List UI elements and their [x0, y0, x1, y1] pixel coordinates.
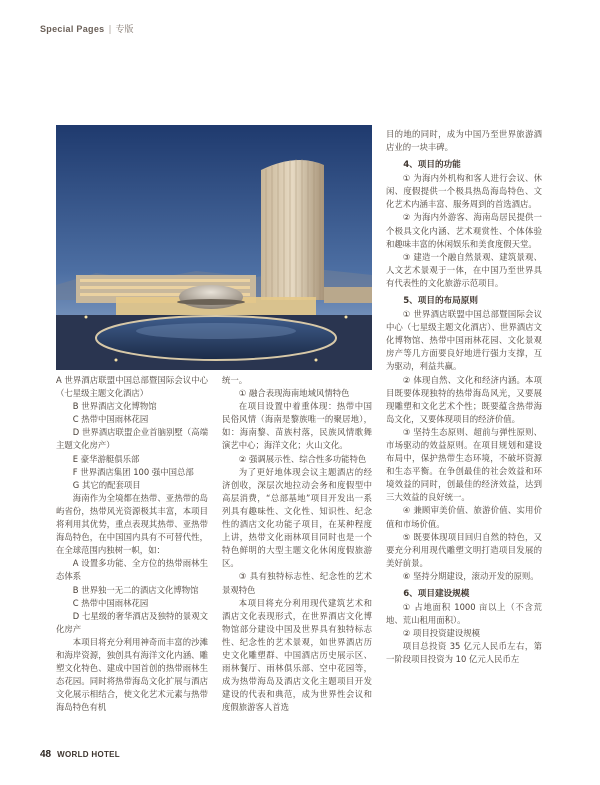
paragraph: 本项目将充分利用现代建筑艺术和酒店文化表现形式，在世界酒店文化博物馆部分建设中国及世界具有独特标志性、纪念性的艺术景观，如世界酒店历史文化雕塑群、中国酒店历史展示区、雨林餐厅、雨林俱乐部、空中花园等，成为热带海岛及酒店文化主题项目开发建设的代表和典范，成为世界性会议和度假旅游客人首选	[222, 597, 372, 713]
section-heading: 6、项目建设规模	[403, 589, 470, 599]
hotel-photo	[56, 125, 372, 370]
paragraph: G 其它的配套项目	[72, 479, 141, 490]
paragraph: 海南作为全境都在热带、亚热带的岛屿省份，热带风光资源极其丰富，本项目将利用其优势，重点表现其热带、亚热带海岛特色，在中国国内具有不可替代性，在全球范围内独树一帜，如：	[56, 492, 208, 556]
text-column-2	[222, 374, 372, 714]
paragraph: ② 为海内外游客、海南岛居民提供一个极具文化内涵、艺术观赏性、个体体验和趣味丰富的休闲娱乐和美食度假天堂。	[386, 212, 542, 249]
paragraph: 项目总投资 35 亿元人民币左右，第一阶段项目投资为 10 亿元人民币左	[386, 641, 542, 665]
paragraph: 为了更好地体现会议主题酒店的经济创收，深层次地拉动会务和度假型中高层消费，“总部基地”项目开发出一系列具有趣味性、文化性、知识性、纪念性的酒店文化功能子项目，在某种程度上讲，热带文化雨林项目同时也是一个特色鲜明的大型主题文化休闲度假旅游区。	[222, 466, 372, 569]
paragraph: 在项目设置中着重体现：热带中国民俗风情（海南是黎族唯一的聚居地），如：海南黎、苗族村落，民族风情歌舞演艺中心；海洋文化；火山文化。	[222, 401, 372, 451]
paragraph: C 热带中国雨林花园	[72, 597, 149, 608]
magazine-name: WORLD HOTEL	[57, 750, 120, 759]
paragraph: E 豪华游艇俱乐部	[72, 453, 140, 464]
paragraph: ③ 坚持生态原则、超前与弹性原则、市场驱动的效益原则。在项目规划和建设布局中，保护热带生态环境，不破坏资源和生态平衡。在争创最佳的社会效益和环境效益的同时，创最佳的经济效益，达到三大效益的良好统一。	[386, 426, 542, 503]
paragraph: ① 融合表现海南地域风情特色	[238, 388, 350, 399]
paragraph: 本项目将充分利用神奇而丰富的沙滩和海岸资源，独创具有海洋文化内涵、雕塑文化特色、建成中国首创的热带雨林生态花园。同时将热带海岛文化扩展与酒店文化展示相结合，使文化艺术元素与热带海岛特色有机	[56, 636, 208, 713]
running-header	[40, 22, 134, 35]
paragraph: 目的地的同时，成为中国乃至世界旅游酒店业的一块丰碑。	[386, 129, 542, 153]
paragraph: ③ 具有独特标志性、纪念性的艺术景观特色	[222, 571, 372, 595]
paragraph: ⑥ 坚持分期建设，滚动开发的原则。	[402, 570, 539, 581]
paragraph: A 世界酒店联盟中国总部暨国际会议中心（七星级主题文化酒店）	[56, 375, 208, 399]
paragraph: B 世界独一无二的酒店文化博物馆	[72, 584, 199, 595]
paragraph: F 世界酒店集团 100 强中国总部	[72, 466, 194, 477]
paragraph: ① 世界酒店联盟中国总部暨国际会议中心（七星级主题文化酒店）、世界酒店文化博物馆、热带中国雨林花园、文化景观房产等几方面要良好地进行强力支撑，互为驱动，利益共赢。	[386, 309, 542, 372]
paragraph: ③ 建造一个融自然景观、建筑景观、人文艺术景观于一体，在中国乃至世界具有代表性的文化旅游示范项目。	[386, 251, 542, 288]
paragraph: ② 项目投资建设规模	[402, 628, 480, 639]
paragraph: ② 体现自然、文化和经济内涵。本项目既要体现独特的热带海岛风光，又要展现雕塑和文化艺术个性；既要蕴含热带海岛文化，又要体现项目的经济价值。	[386, 374, 542, 424]
paragraph: ② 强调展示性、综合性多功能特色	[238, 453, 367, 464]
paragraph: B 世界酒店文化博物馆	[72, 401, 157, 412]
paragraph: 统一。	[222, 375, 248, 385]
paragraph: ⑤ 既要体现项目回归自然的特色，又要充分利用现代雕塑文明打造项目发展的美好前景。	[386, 531, 542, 568]
page-number: 48	[40, 749, 52, 760]
paragraph: D 七星级的奢华酒店及独特的景观文化房产	[56, 610, 208, 634]
section-heading: 5、项目的布局原则	[403, 296, 478, 307]
page-footer	[40, 749, 120, 760]
header-divider: |	[108, 25, 112, 35]
paragraph: ① 占地面积 1000 亩以上（不含荒地、荒山租用面积）。	[386, 602, 542, 626]
paragraph: ① 为海内外机构和客人进行会议、休闲、度假提供一个极具热岛海岛特色、文化艺术内涵丰富、服务周到的首选酒店。	[386, 173, 542, 210]
paragraph: A 设置多功能、全方位的热带雨林生态体系	[56, 558, 208, 582]
text-column-3	[386, 128, 542, 666]
paragraph: D 世界酒店联盟企业首脑别墅（高端主题文化房产）	[56, 427, 208, 451]
paragraph: C 热带中国雨林花园	[72, 414, 149, 425]
paragraph: ④ 兼顾审美价值、旅游价值、实用价值和市场价值。	[386, 505, 542, 529]
section-title-cn: 专版	[115, 25, 134, 35]
section-title-en: Special Pages	[40, 24, 105, 34]
text-column-1	[56, 374, 208, 714]
section-heading: 4、项目的功能	[403, 160, 461, 171]
